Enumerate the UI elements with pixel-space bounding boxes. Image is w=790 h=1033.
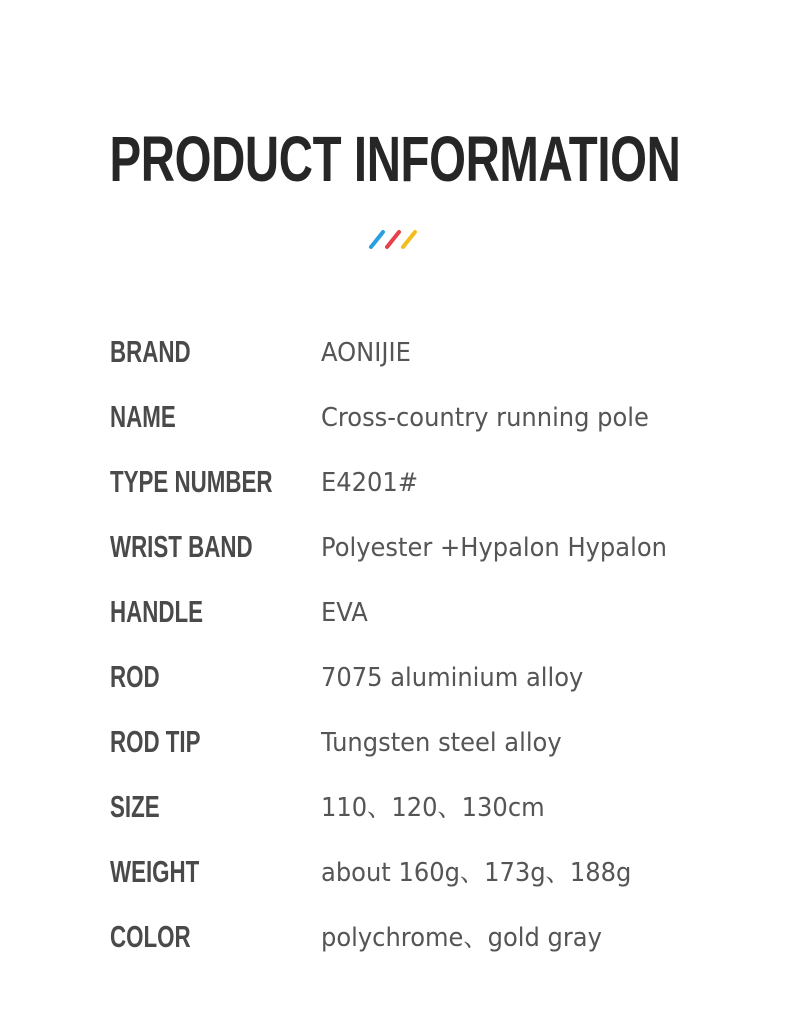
spec-label: TYPE NUMBER [110, 464, 273, 499]
spec-label: BRAND [110, 334, 191, 369]
spec-value: E4201# [321, 468, 419, 498]
spec-label: ROD TIP [110, 724, 201, 759]
spec-row-name [110, 385, 750, 450]
spec-label: ROD [110, 659, 160, 694]
spec-row-wrist-band [110, 515, 750, 580]
spec-row-size [110, 775, 750, 840]
spec-label: COLOR [110, 919, 191, 954]
page-title: PRODUCT INFORMATION [109, 123, 681, 195]
spec-row-handle [110, 580, 750, 645]
spec-row-weight [110, 840, 750, 905]
spec-value: polychrome、gold gray [321, 923, 602, 953]
spec-value: AONIJIE [321, 338, 411, 368]
spec-value: Tungsten steel alloy [321, 728, 562, 758]
spec-label: WRIST BAND [110, 529, 253, 564]
blue-slash [371, 232, 383, 247]
tricolor-slash-icon [368, 226, 418, 252]
spec-row-rod-tip [110, 710, 750, 775]
spec-row-type-number [110, 450, 750, 515]
spec-value: Polyester +Hypalon Hypalon [321, 533, 667, 563]
spec-value: Cross-country running pole [321, 403, 649, 433]
spec-row-rod [110, 645, 750, 710]
spec-label: NAME [110, 399, 176, 434]
spec-row-color [110, 905, 750, 970]
spec-value: EVA [321, 598, 368, 628]
spec-value: about 160g、173g、188g [321, 858, 632, 888]
red-slash [387, 232, 399, 247]
yellow-slash [403, 232, 415, 247]
spec-row-brand [110, 320, 750, 385]
spec-value: 7075 aluminium alloy [321, 663, 584, 693]
spec-label: WEIGHT [110, 854, 200, 889]
spec-value: 110、120、130cm [321, 793, 545, 823]
spec-label: SIZE [110, 789, 160, 824]
spec-table [110, 320, 750, 970]
spec-label: HANDLE [110, 594, 204, 629]
